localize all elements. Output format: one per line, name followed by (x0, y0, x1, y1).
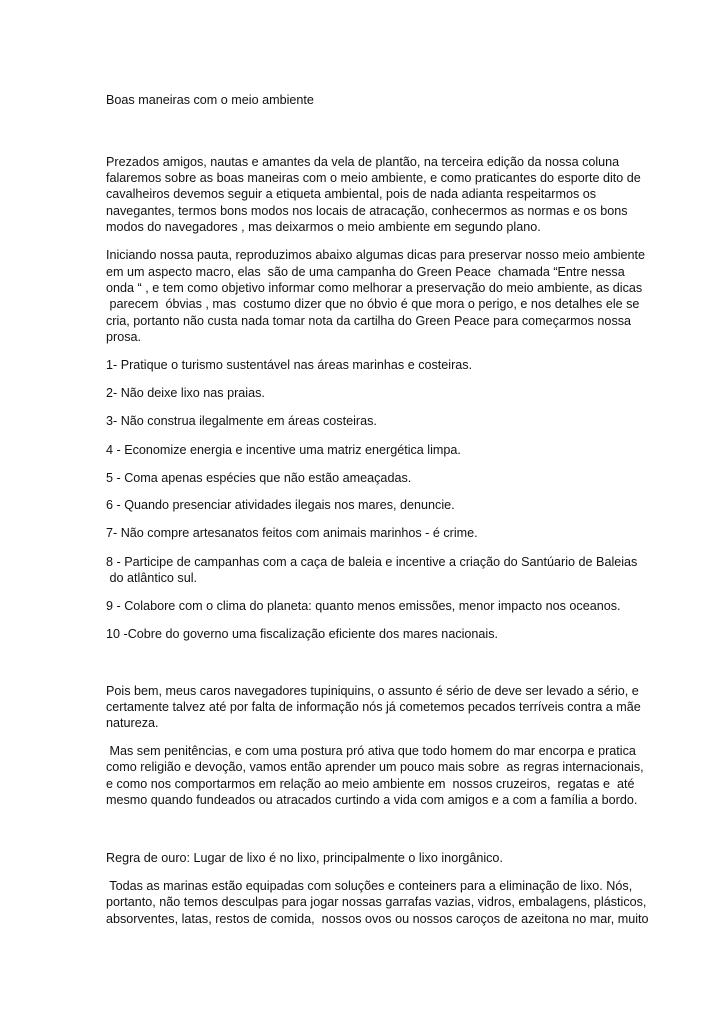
tip-item: 7- Não compre artesanatos feitos com animais marinhos - é crime. (106, 526, 478, 540)
tip-item: 2- Não deixe lixo nas praias. (106, 386, 265, 400)
marinas-line: portanto, não temos desculpas para jogar nossas garrafas vazias, vidros, embalagens, plásticos, (106, 895, 647, 909)
mas-line: e como nos comportarmos em relação ao meio ambiente em nossos cruzeiros, regatas e até (106, 777, 635, 791)
tip-item: 6 - Quando presenciar atividades ilegais nos mares, denuncie. (106, 498, 455, 512)
mas-line: mesmo quando fundeados ou atracados curtindo a vida com amigos e a com a família a bordo. (106, 793, 638, 807)
intro-line: navegantes, termos bons modos nos locais de atracação, conhecermos as normas e os bons (106, 204, 628, 218)
marinas-line: Todas as marinas estão equipadas com soluções e conteiners para a eliminação de lixo. Nós, (106, 879, 633, 893)
document-title: Boas maneiras com o meio ambiente (106, 93, 314, 107)
pauta-line: cria, portanto não custa nada tomar nota da cartilha do Green Peace para começarmos nossa (106, 314, 632, 328)
pois-line: natureza. (106, 716, 159, 730)
tip-item: 4 - Economize energia e incentive uma matriz energética limpa. (106, 443, 461, 457)
intro-line: falaremos sobre as boas maneiras com o meio ambiente, e como praticantes do esporte dito de (106, 171, 641, 185)
pauta-line: onda “ , e tem como objetivo informar como melhorar a preservação do meio ambiente, as dicas (106, 281, 643, 295)
marinas-line: absorventes, latas, restos de comida, nossos ovos ou nossos caroços de azeitona no mar, muito (106, 912, 649, 926)
tip-item: 9 - Colabore com o clima do planeta: quanto menos emissões, menor impacto nos oceanos. (106, 599, 621, 613)
tip-item: 10 -Cobre do governo uma fiscalização eficiente dos mares nacionais. (106, 627, 499, 641)
tip-item: 1- Pratique o turismo sustentável nas áreas marinhas e costeiras. (106, 358, 473, 372)
tip-item: 8 - Participe de campanhas com a caça de baleia e incentive a criação do Santúario de Baleias (106, 555, 638, 569)
intro-line: cavalheiros devemos seguir a etiqueta ambiental, pois de nada adianta respeitarmos os (106, 187, 597, 201)
pauta-line: prosa. (106, 330, 142, 344)
tip-item: 3- Não construa ilegalmente em áreas costeiras. (106, 414, 377, 428)
intro-line: Prezados amigos, nautas e amantes da vela de plantão, na terceira edição da nossa coluna (106, 155, 620, 169)
intro-line: modos do navegadores , mas deixarmos o meio ambiente em segundo plano. (106, 220, 541, 234)
regra-line: Regra de ouro: Lugar de lixo é no lixo, principalmente o lixo inorgânico. (106, 851, 503, 865)
pois-line: certamente talvez até por falta de informação nós já cometemos pecados terríveis contra a mãe (106, 700, 641, 714)
tip-item: 5 - Coma apenas espécies que não estão ameaçadas. (106, 471, 412, 485)
pauta-line: parecem óbvias , mas costumo dizer que no óbvio é que mora o perigo, e nos detalhes ele se (106, 297, 640, 311)
pauta-line: em um aspecto macro, elas são de uma campanha do Green Peace chamada “Entre nessa (106, 265, 625, 279)
mas-line: Mas sem penitências, e com uma postura pró ativa que todo homem do mar encorpa e pratica (106, 744, 636, 758)
tip-item: do atlântico sul. (106, 571, 198, 585)
mas-line: como religião e devoção, vamos então aprender um pouco mais sobre as regras internacionais, (106, 760, 644, 774)
pauta-line: Iniciando nossa pauta, reproduzimos abaixo algumas dicas para preservar nosso meio ambiente (106, 248, 646, 262)
pois-line: Pois bem, meus caros navegadores tupiniquins, o assunto é sério de deve ser levado a sério, e (106, 684, 639, 698)
